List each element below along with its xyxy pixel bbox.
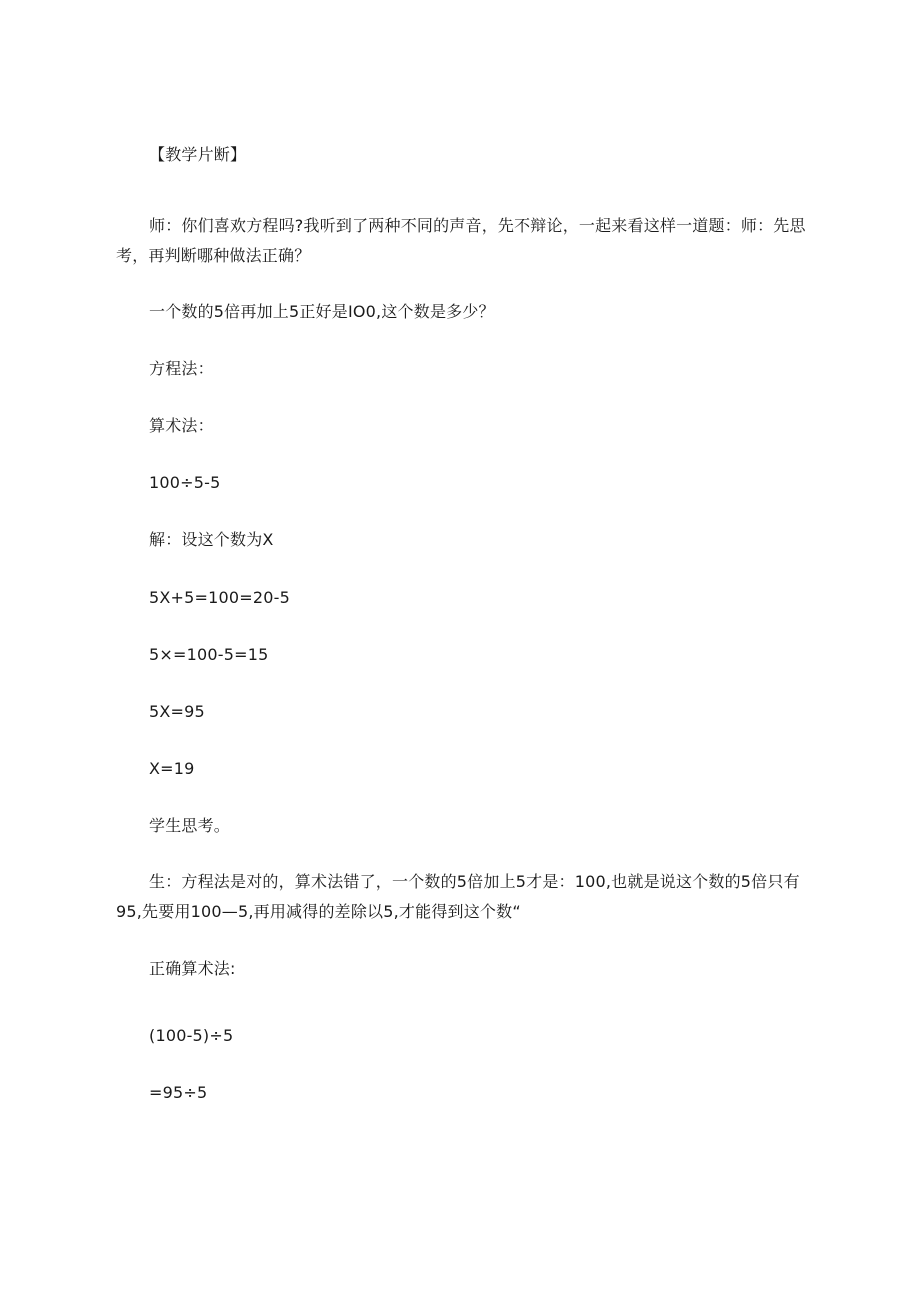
section-heading: 【教学片断】 xyxy=(149,145,247,164)
arithmetic-expression: 100÷5-5 xyxy=(149,473,221,492)
student-thinking: 学生思考。 xyxy=(149,816,231,835)
solution-setup: 解：设这个数为X xyxy=(149,530,274,549)
correct-expression-line-1: (100-5)÷5 xyxy=(149,1026,234,1045)
equation-line-1: 5X+5=100=20-5 xyxy=(149,588,290,607)
teacher-intro-paragraph: 师：你们喜欢方程吗?我听到了两种不同的声音，先不辩论，一起来看这样一道题：师：先思考，再判断哪种做法正确？ xyxy=(116,216,806,265)
equation-line-2: 5×=100-5=15 xyxy=(149,645,269,664)
correct-arithmetic-label: 正确算术法: xyxy=(149,959,236,978)
equation-line-3: 5X=95 xyxy=(149,702,205,721)
problem-statement: 一个数的5倍再加上5正好是IO0,这个数是多少？ xyxy=(149,302,495,321)
student-answer-paragraph: 生：方程法是对的，算术法错了，一个数的5倍加上5才是：100,也就是说这个数的5倍只有95,先要用100—5,再用减得的差除以5,才能得到这个数“ xyxy=(116,872,800,921)
correct-expression-line-2: =95÷5 xyxy=(149,1083,208,1102)
arithmetic-method-label: 算术法： xyxy=(149,416,214,435)
equation-line-4: X=19 xyxy=(149,759,195,778)
equation-method-label: 方程法： xyxy=(149,359,214,378)
